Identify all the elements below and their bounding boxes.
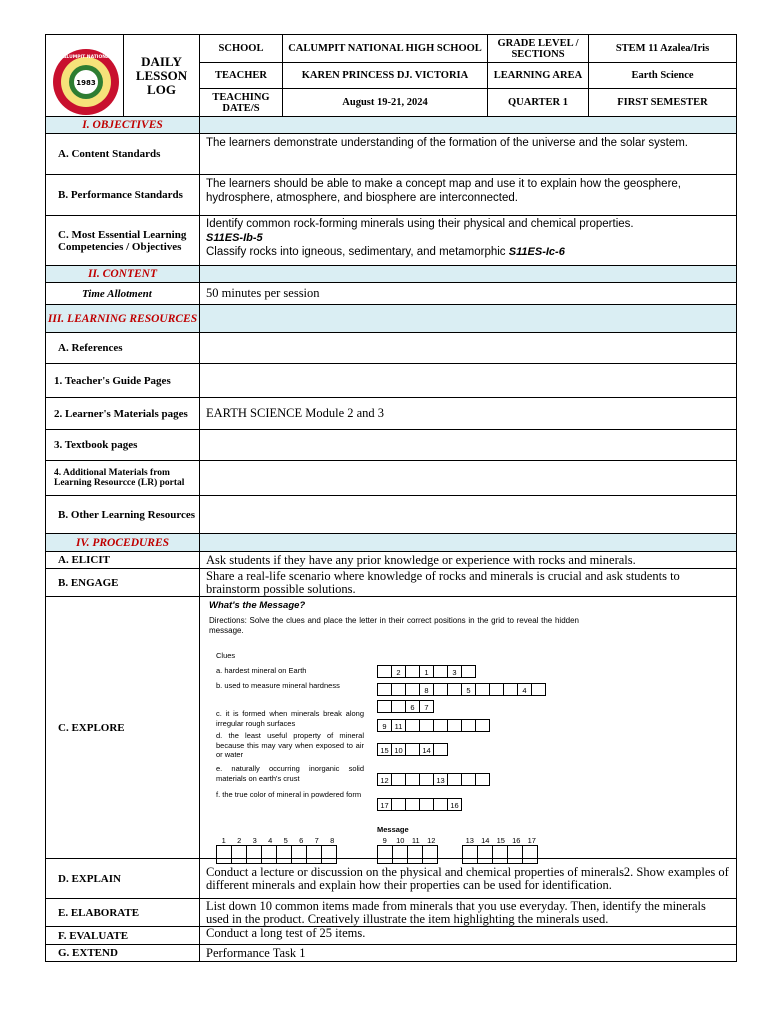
- grid-cell: 7: [419, 700, 434, 713]
- message-cell: [407, 845, 423, 864]
- grid-cell: 12: [377, 773, 392, 786]
- message-numbers-1: [216, 836, 340, 845]
- explore-cell: [200, 597, 737, 859]
- grid-cell: [405, 665, 420, 678]
- message-number: 5: [283, 836, 288, 845]
- grade-value: STEM 11 Azalea/Iris: [589, 35, 737, 63]
- content-standards-label: A. Content Standards: [46, 134, 200, 175]
- message-cell: [422, 845, 438, 864]
- grid-cell: [433, 798, 448, 811]
- message-numbers-3: [462, 836, 540, 845]
- clue-c: c. it is formed when minerals break along irregular rough surfaces: [216, 709, 364, 728]
- message-number: 12: [427, 836, 436, 845]
- time-allotment-value: 50 minutes per session: [200, 283, 737, 305]
- grid-cell: 4: [517, 683, 532, 696]
- grid-cell: [405, 743, 420, 756]
- elicit-value: Ask students if they have any prior knowledge or experience with rocks and minerals.: [200, 552, 737, 569]
- objectives-section: I. OBJECTIVES: [46, 117, 200, 134]
- grid-cell: 1: [419, 665, 434, 678]
- grid-cell: [433, 683, 448, 696]
- message-number: 3: [252, 836, 257, 845]
- grid-cell: 2: [391, 665, 406, 678]
- grid-cell: [503, 683, 518, 696]
- quarter-value: QUARTER 1: [488, 89, 589, 117]
- grid-d: [377, 743, 448, 756]
- clue-b: b. used to measure mineral hardness: [216, 681, 340, 690]
- grade-label: GRADE LEVEL / SECTIONS: [488, 35, 589, 63]
- dates-value: August 19-21, 2024: [283, 89, 488, 117]
- area-value: Earth Science: [589, 63, 737, 89]
- clues-title: Clues: [216, 651, 236, 660]
- header-table: [45, 34, 737, 117]
- performance-standards-value: The learners should be able to make a concept map and use it to explain how the geosphere, hydrosphere, atmosphere, and biosphere are interconnected.: [200, 175, 737, 216]
- message-number: 8: [330, 836, 335, 845]
- grid-cell: [531, 683, 546, 696]
- school-label: SCHOOL: [200, 35, 283, 63]
- activity-title: What's the Message?: [209, 600, 306, 611]
- grid-cell: 11: [391, 719, 406, 732]
- grid-cell: 17: [377, 798, 392, 811]
- grid-f: [377, 798, 462, 811]
- grid-cell: [461, 665, 476, 678]
- message-number: 15: [496, 836, 505, 845]
- dates-label: TEACHING DATE/S: [200, 89, 283, 117]
- message-cell: [291, 845, 307, 864]
- grid-cell: [447, 773, 462, 786]
- grid-cell: [391, 773, 406, 786]
- message-number: 17: [527, 836, 536, 845]
- school-logo-cell: [46, 35, 124, 117]
- explore-label: C. EXPLORE: [46, 597, 200, 859]
- grid-cell: 10: [391, 743, 406, 756]
- grid-cell: [461, 719, 476, 732]
- daily-lesson-log: [45, 34, 736, 962]
- area-label: LEARNING AREA: [488, 63, 589, 89]
- message-grid-2: [377, 845, 438, 864]
- grid-cell: 8: [419, 683, 434, 696]
- textbook-label: 3. Textbook pages: [46, 430, 200, 461]
- svg-text:CALUMPIT NATIONAL: CALUMPIT NATIONAL: [59, 55, 113, 60]
- performance-standards-label: B. Performance Standards: [46, 175, 200, 216]
- grid-cell: [391, 683, 406, 696]
- clue-a: a. hardest mineral on Earth: [216, 666, 307, 675]
- grid-cell: [419, 719, 434, 732]
- evaluate-label: F. EVALUATE: [46, 927, 200, 945]
- message-cell: [306, 845, 322, 864]
- message-cell: [377, 845, 393, 864]
- melc-label: C. Most Essential Learning Competencies / Objectives: [46, 216, 200, 266]
- clue-e: e. naturally occurring inorganic solid materials on earth's crust: [216, 764, 364, 783]
- grid-b: [377, 683, 546, 696]
- message-number: 10: [396, 836, 405, 845]
- grid-e: [377, 773, 490, 786]
- message-cell: [216, 845, 232, 864]
- content-section: II. CONTENT: [46, 266, 200, 283]
- grid-cell: [475, 683, 490, 696]
- elaborate-label: E. ELABORATE: [46, 899, 200, 927]
- school-value: CALUMPIT NATIONAL HIGH SCHOOL: [283, 35, 488, 63]
- melc-code-2: S11ES-Ic-6: [508, 246, 565, 258]
- clue-f: f. the true color of mineral in powdered form: [216, 790, 362, 799]
- message-number: 6: [299, 836, 304, 845]
- references-label: A. References: [46, 333, 200, 364]
- grid-cell: [391, 798, 406, 811]
- content-standards-value: The learners demonstrate understanding of the formation of the universe and the solar system.: [200, 134, 737, 175]
- clue-d: d. the least useful property of mineral because this may vary when exposed to air or water: [216, 731, 364, 759]
- extend-value: Performance Task 1: [200, 945, 737, 962]
- melc-line-1: Identify common rock-forming minerals using their physical and chemical properties.: [206, 218, 634, 230]
- grid-cell: [419, 798, 434, 811]
- message-cell: [321, 845, 337, 864]
- grid-cell: 13: [433, 773, 448, 786]
- melc-value: [200, 216, 737, 266]
- teacher-label: TEACHER: [200, 63, 283, 89]
- grid-cell: 16: [447, 798, 462, 811]
- grid-cell: [433, 665, 448, 678]
- time-allotment-label: Time Allotment: [46, 283, 200, 305]
- grid-cell: 9: [377, 719, 392, 732]
- svg-text:1983: 1983: [76, 79, 96, 87]
- grid-cell: [475, 719, 490, 732]
- additional-materials-label: 4. Additional Materials from Learning Resourcce (LR) portal: [46, 461, 200, 496]
- lesson-table: [45, 116, 737, 962]
- semester-value: FIRST SEMESTER: [589, 89, 737, 117]
- message-number: 7: [314, 836, 319, 845]
- message-cell: [477, 845, 493, 864]
- activity-directions: Directions: Solve the clues and place the letter in their correct positions in the grid to reveal the hidden message.: [209, 616, 579, 635]
- elicit-label: A. ELICIT: [46, 552, 200, 569]
- grid-cell: [391, 700, 406, 713]
- grid-cell: [447, 719, 462, 732]
- elaborate-value: List down 10 common items made from minerals that you use everyday. Then, identify the minerals used in the product. Creatively illustrate the item highlighting the minerals used.: [200, 899, 737, 927]
- grid-c: [377, 719, 490, 732]
- grid-cell: [419, 773, 434, 786]
- message-number: 11: [411, 836, 420, 845]
- teachers-guide-label: 1. Teacher's Guide Pages: [46, 364, 200, 398]
- extend-label: G. EXTEND: [46, 945, 200, 962]
- message-title: Message: [377, 825, 409, 834]
- grid-cell: [405, 683, 420, 696]
- message-cell: [492, 845, 508, 864]
- message-numbers-2: [377, 836, 439, 845]
- message-cell: [246, 845, 262, 864]
- learners-materials-label: 2. Learner's Materials pages: [46, 398, 200, 430]
- message-cell: [462, 845, 478, 864]
- grid-cell: 6: [405, 700, 420, 713]
- message-cell: [231, 845, 247, 864]
- other-resources-label: B. Other Learning Resources: [46, 496, 200, 534]
- grid-cell: [433, 743, 448, 756]
- message-number: 4: [268, 836, 273, 845]
- message-number: 2: [237, 836, 242, 845]
- school-seal-icon: [51, 47, 121, 117]
- message-grid-1: [216, 845, 337, 864]
- grid-a: [377, 665, 476, 678]
- message-cell: [507, 845, 523, 864]
- evaluate-value: Conduct a long test of 25 items.: [200, 927, 737, 945]
- grid-cell: [405, 798, 420, 811]
- message-number: 1: [221, 836, 226, 845]
- message-cell: [522, 845, 538, 864]
- melc-line-2: Classify rocks into igneous, sedimentary, and metamorphic: [206, 246, 506, 258]
- engage-value: Share a real-life scenario where knowledge of rocks and minerals is crucial and ask students to brainstorm possible solutions.: [200, 569, 737, 597]
- message-number: 13: [465, 836, 474, 845]
- grid-cell: [405, 719, 420, 732]
- grid-cell: [377, 683, 392, 696]
- message-number: 14: [481, 836, 490, 845]
- grid-cell: [461, 773, 476, 786]
- engage-label: B. ENGAGE: [46, 569, 200, 597]
- message-cell: [392, 845, 408, 864]
- explain-value: Conduct a lecture or discussion on the physical and chemical properties of minerals2. Show examples of different minerals and explain how their properties can be used for identification.: [200, 859, 737, 899]
- log-title: DAILY LESSON LOG: [124, 35, 200, 117]
- grid-cell: [489, 683, 504, 696]
- explore-activity: [200, 597, 736, 858]
- melc-code-1: S11ES-Ib-5: [206, 232, 263, 244]
- message-number: 16: [512, 836, 521, 845]
- learners-materials-value: EARTH SCIENCE Module 2 and 3: [200, 398, 737, 430]
- grid-cell: 3: [447, 665, 462, 678]
- grid-cell: [433, 719, 448, 732]
- grid-cell: 15: [377, 743, 392, 756]
- grid-cell: [447, 683, 462, 696]
- resources-section: III. LEARNING RESOURCES: [46, 305, 200, 333]
- grid-b2: [377, 700, 434, 713]
- grid-cell: [377, 700, 392, 713]
- teacher-value: KAREN PRINCESS DJ. VICTORIA: [283, 63, 488, 89]
- grid-cell: [475, 773, 490, 786]
- procedures-section: IV. PROCEDURES: [46, 534, 200, 552]
- message-grid-3: [462, 845, 538, 864]
- grid-cell: [405, 773, 420, 786]
- message-cell: [261, 845, 277, 864]
- grid-cell: 5: [461, 683, 476, 696]
- grid-cell: 14: [419, 743, 434, 756]
- message-number: 9: [382, 836, 387, 845]
- explain-label: D. EXPLAIN: [46, 859, 200, 899]
- grid-cell: [377, 665, 392, 678]
- message-cell: [276, 845, 292, 864]
